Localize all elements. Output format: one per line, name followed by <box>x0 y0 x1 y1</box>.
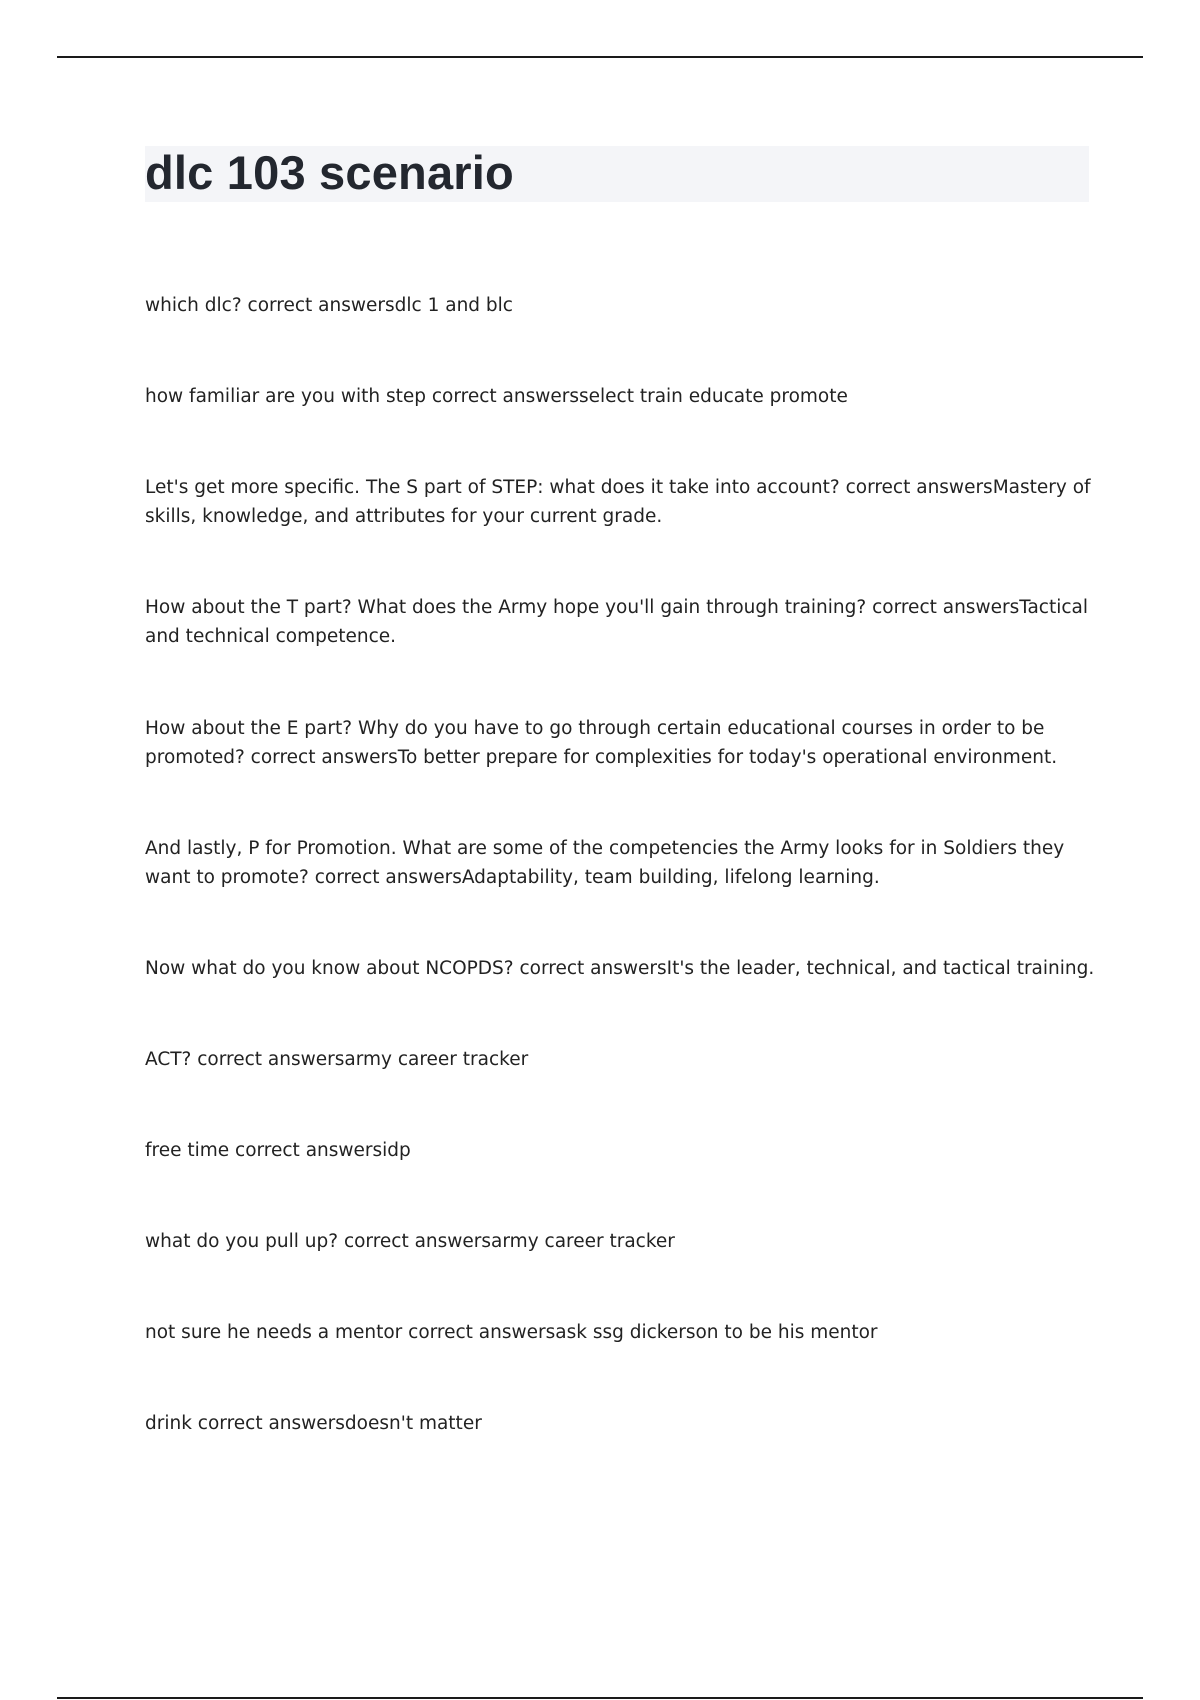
bottom-divider <box>57 1697 1143 1699</box>
top-divider <box>57 56 1143 58</box>
qa-item: Let's get more specific. The S part of STEP: what does it take into account? correct answersMastery of skills, knowledge, and attributes for your current grade. <box>145 477 1091 527</box>
qa-item: Now what do you know about NCOPDS? correct answersIt's the leader, technical, and tactical training. <box>145 958 1095 979</box>
page-title: dlc 103 scenario <box>145 146 514 199</box>
qa-item: what do you pull up? correct answersarmy career tracker <box>145 1231 675 1252</box>
qa-item: How about the T part? What does the Army hope you'll gain through training? correct answersTactical and technical competence. <box>145 597 1088 647</box>
qa-item: drink correct answersdoesn't matter <box>145 1413 482 1434</box>
qa-item: free time correct answersidp <box>145 1140 411 1161</box>
qa-item: which dlc? correct answersdlc 1 and blc <box>145 295 513 316</box>
qa-item: how familiar are you with step correct answersselect train educate promote <box>145 386 848 407</box>
qa-item: And lastly, P for Promotion. What are some of the competencies the Army looks for in Soldiers they want to promote? correct answersAdaptability, team building, lifelong learning. <box>145 838 1065 888</box>
qa-item: not sure he needs a mentor correct answersask ssg dickerson to be his mentor <box>145 1322 878 1343</box>
qa-item: How about the E part? Why do you have to go through certain educational courses in order to be promoted? correct answersTo better prepare for complexities for today's operational environment. <box>145 718 1058 768</box>
qa-item: ACT? correct answersarmy career tracker <box>145 1049 529 1070</box>
